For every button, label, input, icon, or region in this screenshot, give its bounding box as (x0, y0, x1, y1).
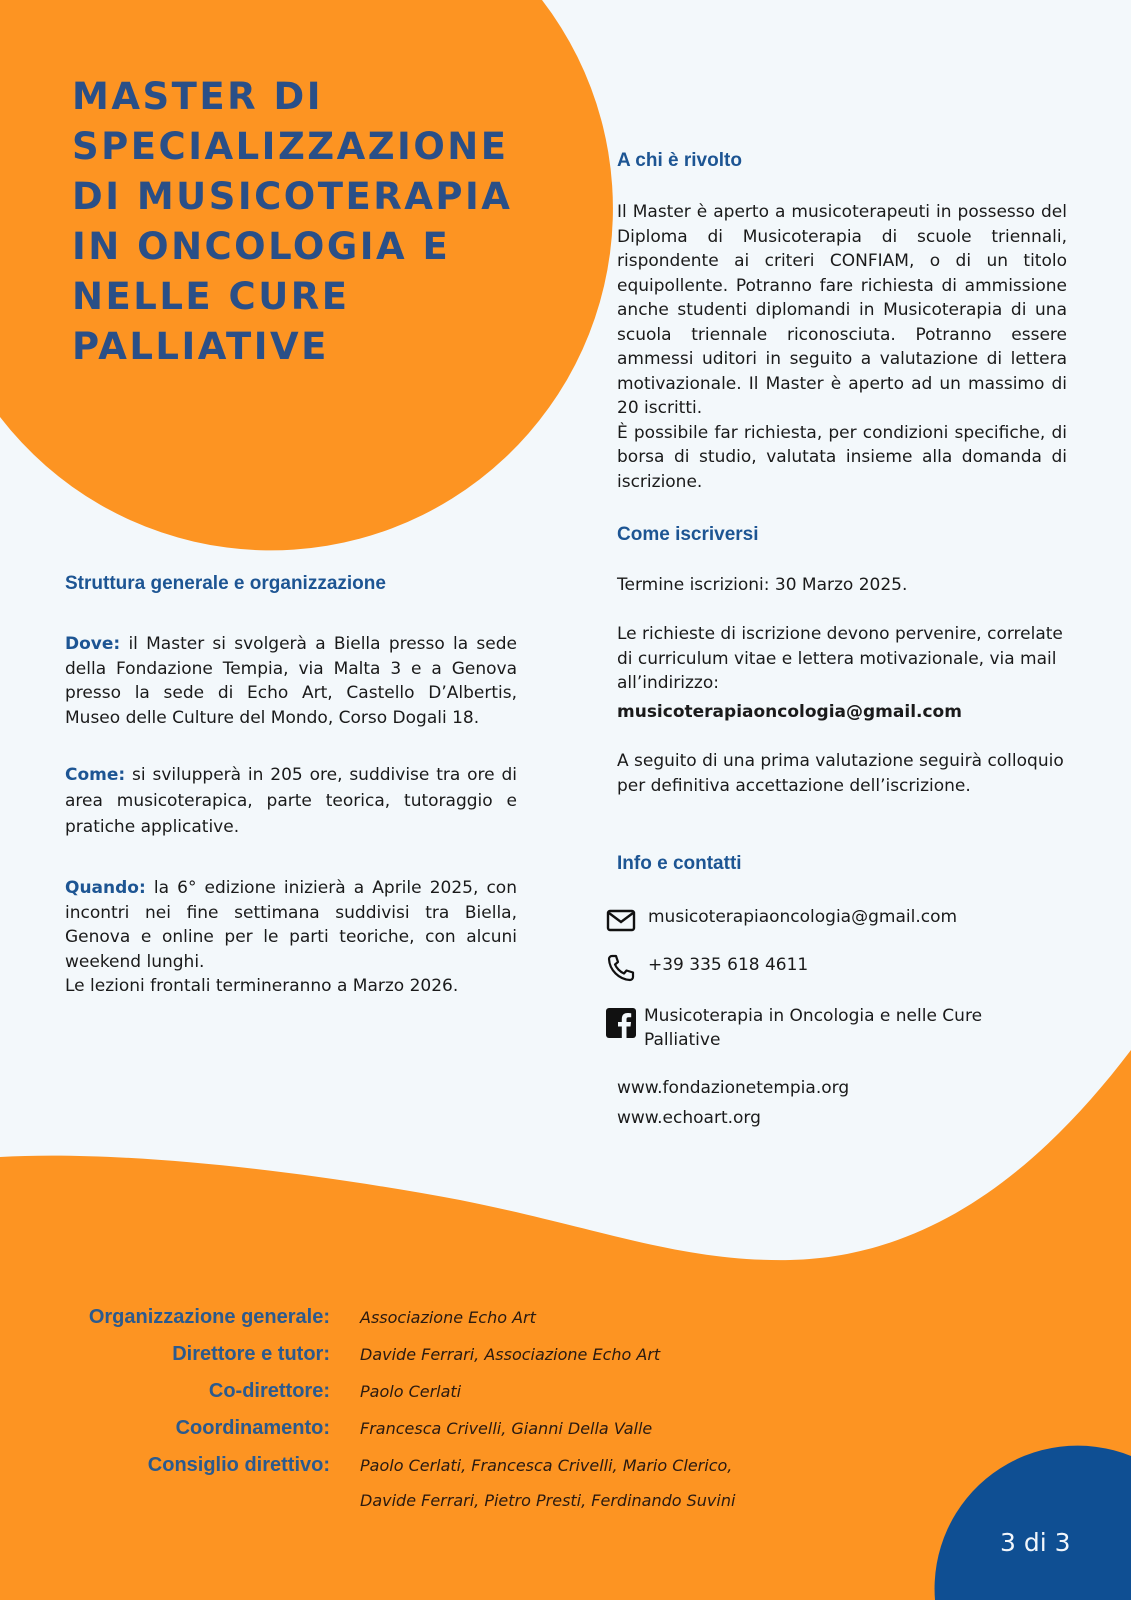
credit-value: Davide Ferrari, Pietro Presti, Ferdinando Suvini (360, 1491, 736, 1510)
quando-label: Quando: (65, 878, 146, 898)
envelope-icon (606, 905, 636, 935)
credit-row (50, 1306, 810, 1343)
credit-value: Associazione Echo Art (360, 1308, 536, 1327)
rivolto-paragraph: Il Master è aperto a musicoterapeuti in possesso del Diploma di Musicoterapia di scuole triennali, rispondente ai criteri CONFIAM, o di un titolo equipollente. Potranno fare richiesta di ammissione anche studenti diplomandi in Musicoterapia di una scuola triennale riconosciuta. Potranno essere ammessi uditori in seguito a valutazione di lettera motivazionale. Il Master è aperto ad un massimo di 20 iscritti. (617, 202, 1067, 418)
title-line: IN ONCOLOGIA E (72, 225, 451, 268)
application-requirements-text: Le richieste di iscrizione devono pervenire, correlate di curriculum vitae e lettera motivazionale, via mail all’indirizzo: (617, 624, 1063, 693)
contact-phone[interactable] (606, 953, 808, 983)
application-email-link[interactable]: musicoterapiaoncologia@gmail.com (617, 702, 962, 722)
contact-email[interactable] (606, 905, 957, 935)
rivolto-paragraph-borsa: È possibile far richiesta, per condizioni specifiche, di borsa di studio, valutata insieme alla domanda di iscrizione. (617, 422, 1067, 492)
section-heading-struttura: Struttura generale e organizzazione (65, 573, 386, 594)
page-title (72, 72, 542, 372)
credit-value: Paolo Cerlati (360, 1382, 462, 1401)
credit-row (50, 1343, 810, 1380)
quando-paragraph (65, 876, 517, 974)
contact-facebook[interactable] (606, 1004, 1036, 1052)
deadline-text: Termine iscrizioni: 30 Marzo 2025. (617, 575, 908, 595)
credit-label: Co-direttore: (208, 1380, 330, 1402)
come-paragraph (65, 762, 517, 840)
selection-process-text: A seguito di una prima valutazione seguirà colloquio per definitiva accettazione dell’iscrizione. (617, 751, 1064, 796)
contact-facebook-text[interactable]: Musicoterapia in Oncologia e nelle Cure Palliative (644, 1006, 983, 1050)
contact-email-text[interactable]: musicoterapiaoncologia@gmail.com (648, 907, 958, 927)
title-line: MASTER DI (72, 75, 323, 118)
website-link-tempia[interactable]: www.fondazionetempia.org (617, 1078, 850, 1098)
dove-paragraph (65, 632, 517, 730)
credit-label: Direttore e tutor: (172, 1343, 330, 1365)
credit-label: Consiglio direttivo: (147, 1454, 330, 1476)
title-line: NELLE CURE (72, 275, 350, 318)
title-line: DI MUSICOTERAPIA (72, 175, 513, 218)
title-line: PALLIATIVE (72, 325, 329, 368)
credit-row (50, 1491, 810, 1528)
section-heading-contatti: Info e contatti (617, 853, 742, 874)
credit-label: Organizzazione generale: (88, 1306, 330, 1328)
page-indicator: 3 di 3 (1000, 1528, 1071, 1557)
quando-text: la 6° edizione inizierà a Aprile 2025, con incontri nei fine settimana suddivisi tra Biella, Genova e online per le parti teoriche, con alcuni weekend lunghi. (65, 878, 517, 972)
dove-label: Dove: (65, 634, 121, 654)
credits-table (50, 1306, 810, 1528)
credit-label: Coordinamento: (175, 1417, 330, 1439)
quando-block (65, 876, 517, 999)
quando-end-text: Le lezioni frontali termineranno a Marzo 2026. (65, 976, 459, 996)
website-link-echoart[interactable]: www.echoart.org (617, 1108, 761, 1128)
credit-value: Paolo Cerlati, Francesca Crivelli, Mario Clerico, (360, 1456, 733, 1475)
phone-icon (606, 953, 636, 983)
rivolto-text-block (617, 200, 1067, 494)
facebook-icon (606, 1008, 636, 1038)
come-label: Come: (65, 765, 126, 785)
section-heading-rivolto: A chi è rivolto (617, 150, 742, 171)
come-text: si svilupperà in 205 ore, suddivise tra ore di area musicoterapica, parte teorica, tutoraggio e pratiche applicative. (65, 765, 517, 837)
credit-row (50, 1417, 810, 1454)
dove-text: il Master si svolgerà a Biella presso la sede della Fondazione Tempia, via Malta 3 e a Genova presso la sede di Echo Art, Castello D’Albertis, Museo delle Culture del Mondo, Corso Dogali 18. (65, 634, 517, 728)
credit-row (50, 1454, 810, 1491)
credit-row (50, 1380, 810, 1417)
title-line: SPECIALIZZAZIONE (72, 125, 509, 168)
credit-value: Davide Ferrari, Associazione Echo Art (360, 1345, 661, 1364)
contact-phone-text[interactable]: +39 335 618 4611 (648, 955, 809, 975)
credit-value: Francesca Crivelli, Gianni Della Valle (360, 1419, 653, 1438)
section-heading-iscriversi: Come iscriversi (617, 524, 759, 545)
